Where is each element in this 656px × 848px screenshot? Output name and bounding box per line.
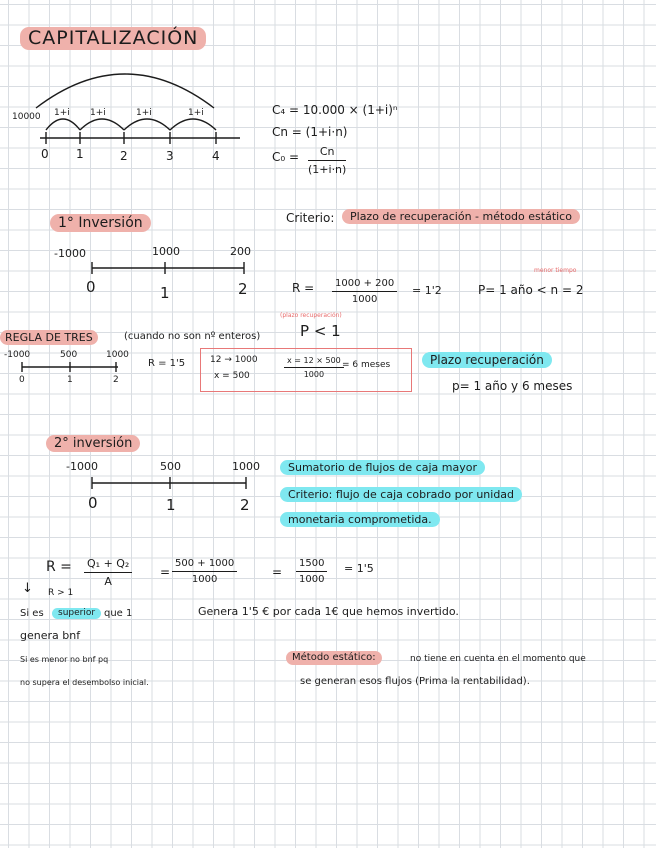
arc-label: 1+i	[90, 108, 106, 118]
menor-note: menor tiempo	[534, 267, 577, 274]
axis-tick-label: 3	[166, 149, 174, 163]
fraction-denominator: 1000	[191, 574, 218, 585]
sumatorio-highlight: Sumatorio de flujos de caja mayor	[280, 460, 485, 475]
inv2-heading: 2° inversión	[46, 435, 140, 452]
cash-flow: 1000	[152, 245, 180, 258]
payback-period: P= 1 año < n = 2	[478, 283, 584, 297]
formula-simple: Cn = (1+i·n)	[272, 125, 348, 139]
r2-lhs: R =	[46, 559, 72, 575]
r2-fraction-sum	[296, 558, 327, 585]
r-fraction	[332, 278, 397, 305]
axis-tick-label: 1	[76, 147, 84, 161]
cash-flow: -1000	[4, 350, 31, 360]
genera-bnf: genera bnf	[20, 629, 81, 642]
r-result: = 1'2	[412, 284, 442, 297]
equals-sign: =	[272, 565, 283, 579]
metodo-line1: no tiene en cuenta en el momento que	[410, 654, 586, 664]
fraction-denominator: 1000	[299, 574, 325, 585]
axis-tick-label: 2	[240, 496, 250, 514]
criterio-value: Plazo de recuperación - método estático	[342, 209, 580, 224]
si-es-prefix: Si es	[20, 608, 44, 619]
r-greater-one: R > 1	[48, 588, 74, 598]
supera-line: no supera el desembolso inicial.	[20, 678, 149, 687]
fraction-numerator: 500 + 1000	[172, 558, 237, 572]
si-es-suffix: que 1	[104, 608, 133, 619]
plazo-recuperacion-label: Plazo recuperación	[422, 352, 552, 368]
cash-flow: 500	[160, 460, 181, 473]
axis-tick-label: 0	[41, 147, 49, 161]
superior-highlight: superior	[52, 608, 101, 619]
big-arc	[36, 74, 214, 108]
fraction-numerator: 1500	[296, 558, 327, 572]
cash-flow: 1000	[232, 460, 260, 473]
fraction-denominator: 1000	[303, 370, 325, 379]
fraction-numerator: 1000 + 200	[332, 278, 397, 292]
regla-result: = 6 meses	[342, 360, 391, 370]
inv1-heading: 1° Inversión	[50, 214, 151, 232]
criterio2-highlight: Criterio: flujo de caja cobrado por unidad	[280, 487, 522, 502]
fraction-numerator: x = 12 × 500	[284, 356, 344, 368]
metodo-line2: se generan esos flujos (Prima la rentabilidad).	[300, 676, 530, 687]
axis-tick-label: 0	[88, 494, 98, 512]
r2-result: = 1'5	[344, 562, 374, 575]
axis-tick-label: 1	[166, 496, 176, 514]
small-arcs	[46, 119, 216, 130]
axis-tick-label: 4	[212, 149, 220, 163]
arc-label: 1+i	[136, 108, 152, 118]
axis-tick-label: 1	[67, 375, 73, 385]
r2-fraction-values	[172, 558, 237, 585]
axis-tick-label: 0	[86, 278, 96, 296]
cash-flow: 1000	[106, 350, 129, 360]
r2-fraction-symbolic	[84, 557, 132, 588]
arc-label: 1+i	[188, 108, 204, 118]
axis-tick-label: 1	[160, 284, 170, 302]
axis-tick-label: 2	[238, 280, 248, 298]
cash-flow: 200	[230, 245, 251, 258]
fraction-denominator: 1000	[351, 294, 378, 305]
equals-sign: =	[160, 565, 171, 579]
cash-flow: -1000	[54, 247, 86, 260]
fraction-numerator: Cn	[308, 145, 346, 161]
plazo-recuperacion-value: p= 1 año y 6 meses	[452, 379, 573, 393]
p-less-than: P < 1	[300, 322, 341, 340]
cash-flow: -1000	[66, 460, 98, 473]
axis-tick-label: 0	[19, 375, 25, 385]
down-arrow-icon: ↓	[22, 581, 33, 596]
metodo-label: Método estático:	[286, 651, 382, 665]
cash-flow: 500	[60, 350, 78, 360]
cap-start-value: 10000	[12, 112, 41, 122]
monetaria-highlight: monetaria comprometida.	[280, 512, 440, 527]
regla-step1: 12 → 1000	[210, 355, 258, 365]
arc-label: 1+i	[54, 108, 70, 118]
formula-present-fraction	[308, 145, 346, 176]
regla-step2: x = 500	[214, 371, 250, 381]
axis-tick-label: 2	[113, 375, 119, 385]
page-title: CAPITALIZACIÓN	[20, 27, 206, 50]
regla-r: R = 1'5	[148, 358, 186, 369]
fraction-denominator: A	[104, 575, 112, 588]
formula-present-lhs: C₀ =	[272, 150, 300, 164]
plazo-note: (plazo recuperación)	[280, 312, 342, 319]
regla-fraction	[284, 356, 344, 379]
regla-note: (cuando no son nº enteros)	[124, 331, 261, 342]
fraction-denominator: (1+i·n)	[308, 163, 347, 176]
axis-tick-label: 2	[120, 149, 128, 163]
fraction-numerator: Q₁ + Q₂	[84, 557, 132, 573]
r-lhs: R =	[292, 281, 315, 295]
menor-line: Si es menor no bnf pq	[20, 655, 109, 664]
regla-heading: REGLA DE TRES	[0, 330, 98, 345]
formula-compound: C₄ = 10.000 × (1+i)ⁿ	[272, 103, 398, 117]
genera-text: Genera 1'5 € por cada 1€ que hemos invertido.	[198, 605, 459, 618]
criterio-label: Criterio:	[286, 211, 335, 225]
